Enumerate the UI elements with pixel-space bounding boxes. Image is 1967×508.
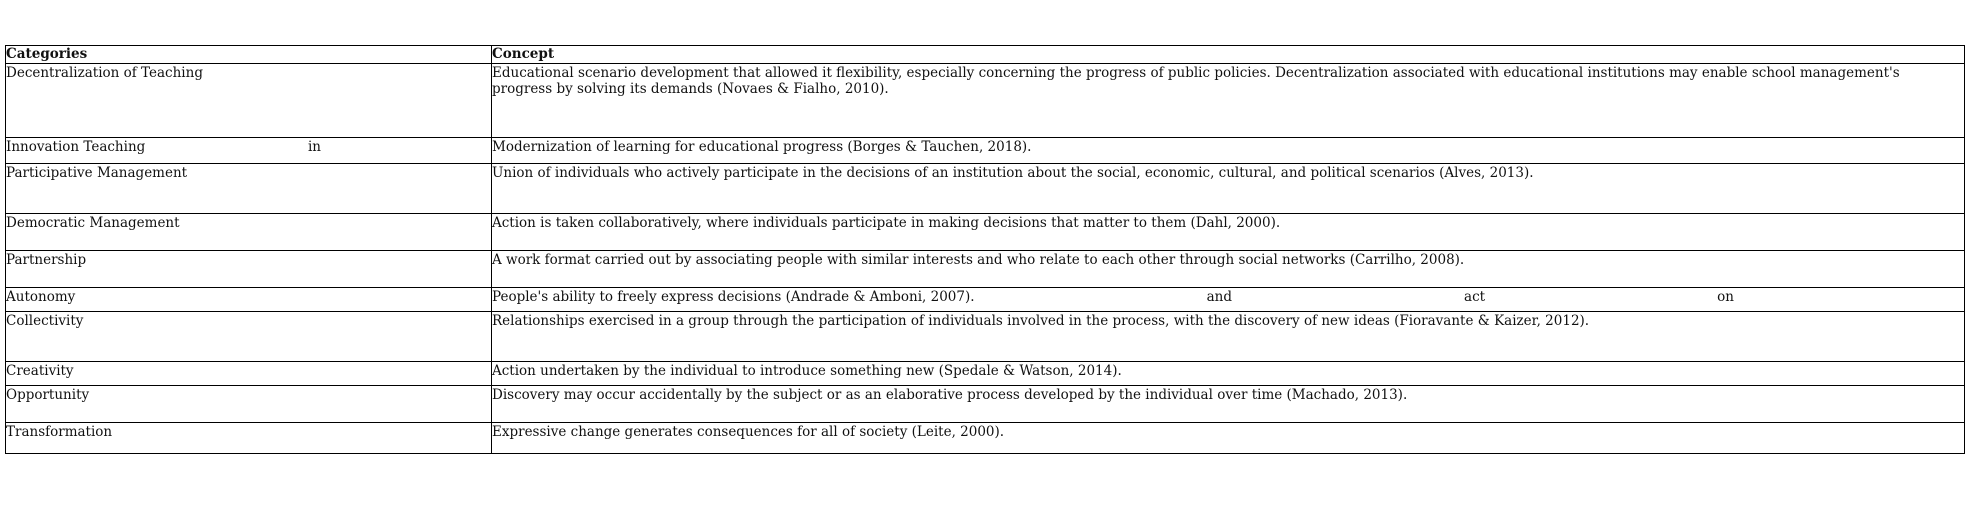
category-text: Creativity [6,363,74,379]
table-header-row [6,46,1965,64]
category-text-part: in [307,139,321,155]
category-cell [6,312,492,362]
category-cell [6,138,492,164]
table-row [6,362,1965,386]
table-row [6,312,1965,362]
concept-text: Action undertaken by the individual to introduce something new (Spedale & Watson, 2014). [492,363,1122,379]
concept-cell [492,214,1965,251]
table-row [6,64,1965,138]
table-row [6,251,1965,288]
concept-text: Action is taken collaboratively, where individuals participate in making decisions that matter to them (Dahl, 2000). [492,215,1281,231]
category-text: Collectivity [6,313,84,329]
concept-cell [492,288,1965,312]
concept-cell [492,138,1965,164]
table-row [6,386,1965,423]
concept-text-part: on [1717,289,1734,305]
category-text: Partnership [6,252,87,268]
concept-text: Union of individuals who actively participate in the decisions of an institution about the social, economic, cultural, and political scenarios (Alves, 2013). [492,165,1534,181]
category-text [6,138,491,155]
concept-text-part: act [1464,289,1486,305]
category-cell [6,164,492,214]
concept-cell [492,64,1965,138]
table-row [6,214,1965,251]
concept-text: Educational scenario development that allowed it flexibility, especially concerning the progress of public policies. Decentralization associated with educational institutions may enable school management's progress by solving its demands (Novaes & Fialho, 2010). [492,65,1900,97]
concept-cell [492,423,1965,454]
category-cell [6,251,492,288]
category-text: Decentralization of Teaching [6,65,203,81]
header-concept: Concept [492,46,1965,64]
category-text: Transformation [6,424,113,440]
table-row [6,288,1965,312]
concept-cell [492,312,1965,362]
concept-cell [492,386,1965,423]
category-cell [6,288,492,312]
category-text-part: Innovation Teaching [6,139,146,155]
table-row [6,423,1965,454]
category-text: Autonomy [6,289,76,305]
category-cell [6,64,492,138]
concept-text: Discovery may occur accidentally by the subject or as an elaborative process developed by the individual over time (Machado, 2013). [492,387,1408,403]
category-cell [6,362,492,386]
concept-cell [492,362,1965,386]
category-cell [6,214,492,251]
category-cell [6,423,492,454]
category-text: Participative Management [6,165,188,181]
concept-text: A work format carried out by associating people with similar interests and who relate to each other through social networks (Carrilho, 2008). [492,252,1465,268]
concept-text [492,288,1964,305]
category-cell [6,386,492,423]
concept-text-part: and [1206,289,1232,305]
table-row [6,138,1965,164]
header-categories: Categories [6,46,492,64]
concept-cell [492,251,1965,288]
table-row [6,164,1965,214]
category-text: Opportunity [6,387,90,403]
concept-text-part: People's ability to freely express decisions (Andrade & Amboni, 2007). [492,289,975,305]
category-text: Democratic Management [6,215,180,231]
categories-concept-table [5,45,1965,454]
concept-text: Modernization of learning for educational progress (Borges & Tauchen, 2018). [492,139,1032,155]
concept-text: Expressive change generates consequences for all of society (Leite, 2000). [492,424,1005,440]
concept-text: Relationships exercised in a group through the participation of individuals involved in the process, with the discovery of new ideas (Fioravante & Kaizer, 2012). [492,313,1590,329]
concept-cell [492,164,1965,214]
